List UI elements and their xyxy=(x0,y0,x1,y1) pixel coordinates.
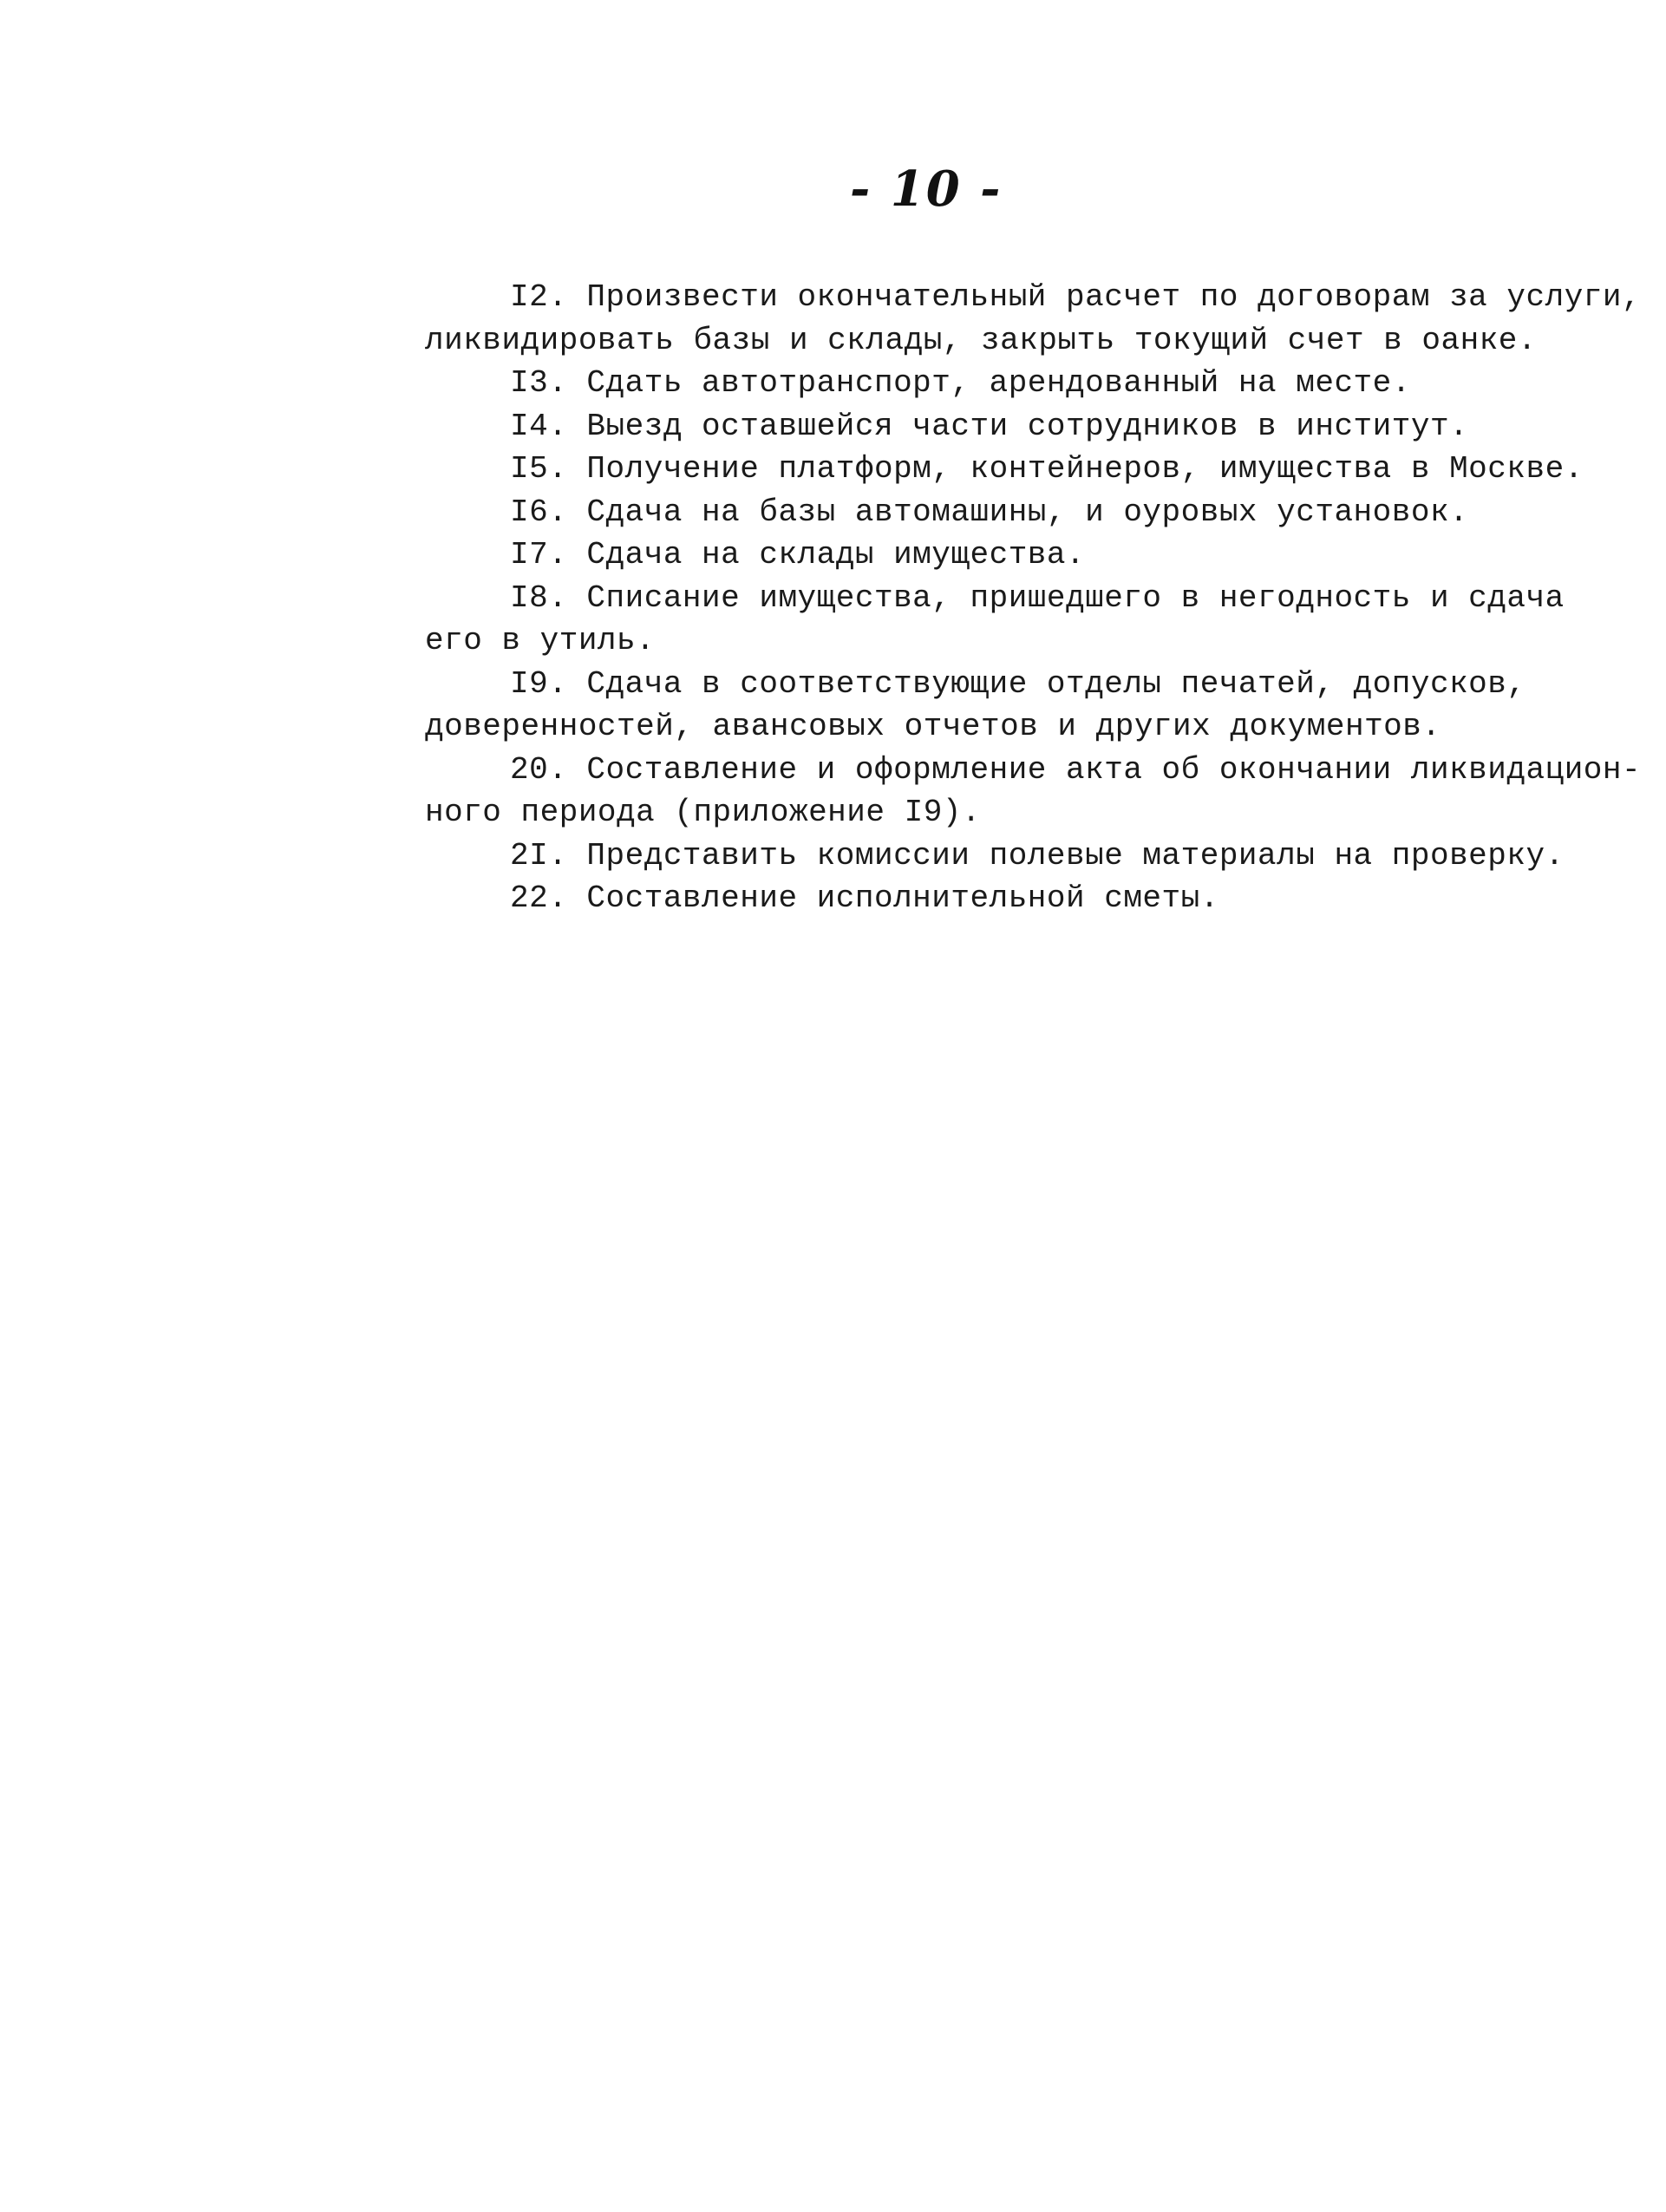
list-item-15 xyxy=(425,448,1584,491)
item-line: 22. Составление исполнительной сметы. xyxy=(510,880,1219,916)
list-item-12 xyxy=(425,276,1642,362)
item-line: ликвидировать базы и склады, закрыть токущий счет в оанке. xyxy=(425,322,1538,358)
item-line: I6. Сдача на базы автомашины, и оуровых установок. xyxy=(510,494,1469,530)
list-item-14 xyxy=(425,405,1552,448)
list-item-17 xyxy=(425,533,1552,577)
item-line: I3. Сдать автотранспорт, арендованный на месте. xyxy=(510,365,1411,401)
item-line: 20. Составление и оформление акта об окончании ликвидацион- xyxy=(510,751,1642,788)
item-line: I4. Выезд оставшейся части сотрудников в институт. xyxy=(510,408,1469,444)
item-line: доверенностей, авансовых отчетов и других документов. xyxy=(425,709,1441,744)
item-line: 2I. Представить комиссии полевые материалы на проверку. xyxy=(510,837,1565,874)
list-item-20 xyxy=(425,749,1642,834)
item-line: ного периода (приложение I9). xyxy=(425,795,982,830)
list-item-18 xyxy=(425,577,1565,663)
item-line: I5. Получение платформ, контейнеров, имущества в Москве. xyxy=(510,451,1584,487)
list-item-21 xyxy=(425,834,1565,878)
item-line: I7. Сдача на склады имущества. xyxy=(510,537,1086,573)
list-item-13 xyxy=(425,362,1552,405)
list-item-16 xyxy=(425,491,1552,534)
item-line: I2. Произвести окончательный расчет по договорам за услуги, xyxy=(510,279,1642,315)
item-line: I9. Сдача в соответствующие отделы печатей, допусков, xyxy=(510,665,1526,702)
item-list xyxy=(425,276,1642,920)
item-line: I8. Списание имущества, пришедшего в негодность и сдача xyxy=(510,579,1565,616)
list-item-22 xyxy=(425,877,1552,920)
list-item-19 xyxy=(425,663,1552,749)
page-number: - 10 - xyxy=(850,160,1003,218)
item-line: его в утиль. xyxy=(425,623,656,658)
